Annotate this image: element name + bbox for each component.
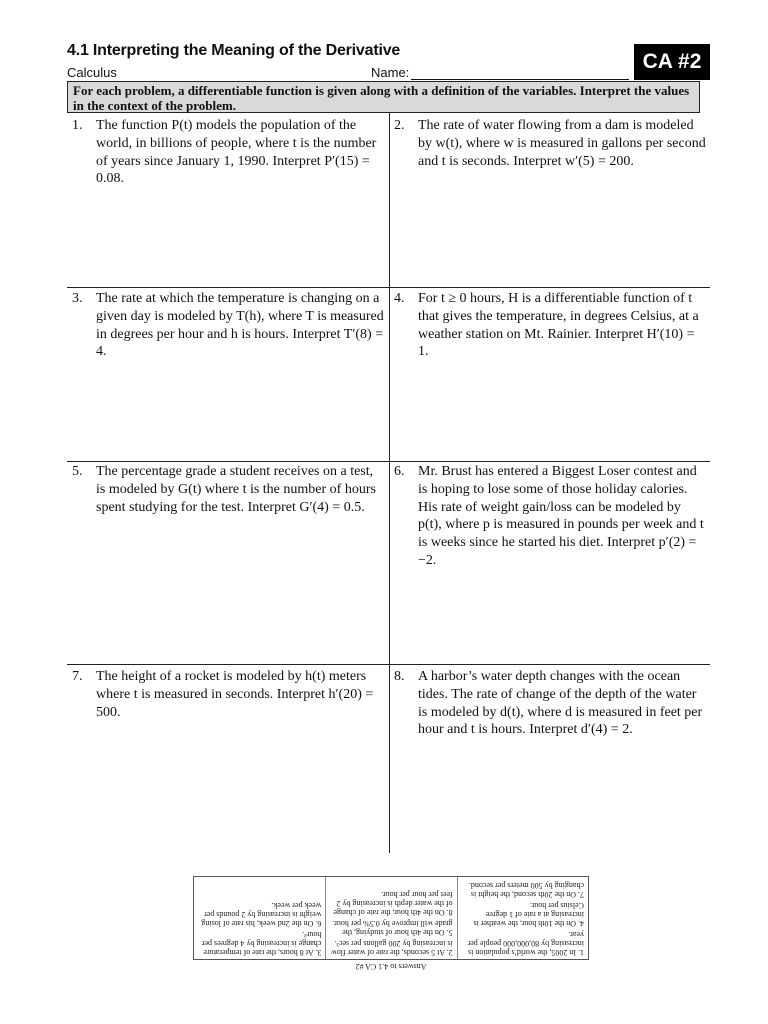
problem-number: 4. bbox=[394, 291, 405, 306]
answer-item: 4. On the 10th hour, the weather is increasing at a rate of 1 degree Celsius per hour. bbox=[473, 901, 584, 928]
problem-number: 5. bbox=[72, 464, 83, 479]
subject-label: Calculus bbox=[67, 65, 117, 80]
problem-number: 3. bbox=[72, 291, 83, 306]
answer-key-column bbox=[194, 877, 325, 959]
name-label: Name: bbox=[371, 65, 410, 80]
problem-text: For t ≥ 0 hours, H is a differentiable function of t that gives the temperature, in degrees Celsius, at a weather station on Mt. Rainier. Interpret H′(10) = 1. bbox=[418, 291, 699, 360]
answer-key-column bbox=[325, 877, 456, 959]
answer-item: 6. On the 2nd week, his rate of losing weight is increasing by 2 pounds per week per week. bbox=[201, 901, 322, 928]
name-blank-line[interactable] bbox=[411, 67, 629, 80]
answer-item: 7. On the 20th second, the height is changing by 500 meters per second. bbox=[468, 881, 584, 899]
problem-text: The height of a rocket is modeled by h(t) meters where t is measured in seconds. Interpret h′(20) = 500. bbox=[96, 669, 374, 720]
problem-number: 1. bbox=[72, 118, 83, 133]
problem-number: 2. bbox=[394, 118, 405, 133]
name-field[interactable] bbox=[371, 65, 629, 80]
answer-item: 2. At 5 seconds, the rate of water flow is increasing by 200 gallons per sec². bbox=[330, 939, 453, 957]
problem-5 bbox=[72, 463, 384, 516]
answer-key-title: Answers to 4.1 CA #2 bbox=[355, 962, 427, 971]
answer-item: 3. At 8 hours, the rate of temperature change is increasing by 4 degrees per hour². bbox=[201, 930, 322, 957]
problem-number: 6. bbox=[394, 464, 405, 479]
answer-key-column bbox=[457, 877, 588, 959]
column-divider bbox=[389, 113, 390, 853]
answer-key-table bbox=[193, 876, 589, 960]
problem-1 bbox=[72, 117, 384, 188]
assignment-badge: CA #2 bbox=[634, 44, 710, 80]
problem-6 bbox=[394, 463, 706, 570]
worksheet-title: 4.1 Interpreting the Meaning of the Derivative bbox=[67, 42, 401, 59]
problem-text: The function P(t) models the population of the world, in billions of people, where t is the number of years since January 1, 1990. Interpret P′(15) = 0.08. bbox=[96, 118, 377, 187]
answer-item: 1. In 2005, the world’s population is increasing by 80,000,000 people per year. bbox=[467, 930, 584, 957]
problem-text: Mr. Brust has entered a Biggest Loser contest and is hoping to lose some of those holiday calories. His rate of weight gain/loss can be modeled by p(t), where p is measured in pounds per week and t is weeks since he started his diet. Interpret p′(2) = −2. bbox=[418, 464, 704, 568]
problem-text: A harbor’s water depth changes with the ocean tides. The rate of change of the depth of the water is modeled by d(t), where d is measured in feet per hour and t is hours. Interpret d′(4) = 2. bbox=[418, 669, 703, 738]
problem-7 bbox=[72, 668, 384, 721]
instructions-box: For each problem, a differentiable function is given along with a definition of the variables. Interpret the values in the context of the problem. bbox=[67, 81, 700, 113]
problem-2 bbox=[394, 117, 706, 170]
problem-text: The rate at which the temperature is changing on a given day is modeled by T(h), where T is measured in degrees per hour and h is hours. Interpret T′(8) = 4. bbox=[96, 291, 384, 360]
answer-item: 8. On the 4th hour, the rate of change of the water depth is increasing by 2 feet per hour per hour. bbox=[333, 890, 453, 917]
problem-8 bbox=[394, 668, 706, 739]
problem-number: 8. bbox=[394, 669, 405, 684]
problem-number: 7. bbox=[72, 669, 83, 684]
problem-text: The percentage grade a student receives on a test, is modeled by G(t) where t is the number of hours spent studying for the test. Interpret G′(4) = 0.5. bbox=[96, 464, 376, 515]
problem-3 bbox=[72, 290, 384, 361]
answer-item: 5. On the 4th hour of studying, the grade will improve by 0.5% per hour. bbox=[332, 919, 453, 937]
problem-4 bbox=[394, 290, 706, 361]
problem-text: The rate of water flowing from a dam is modeled by w(t), where w is measured in gallons per second and t is seconds. Interpret w′(5) = 200. bbox=[418, 118, 706, 169]
